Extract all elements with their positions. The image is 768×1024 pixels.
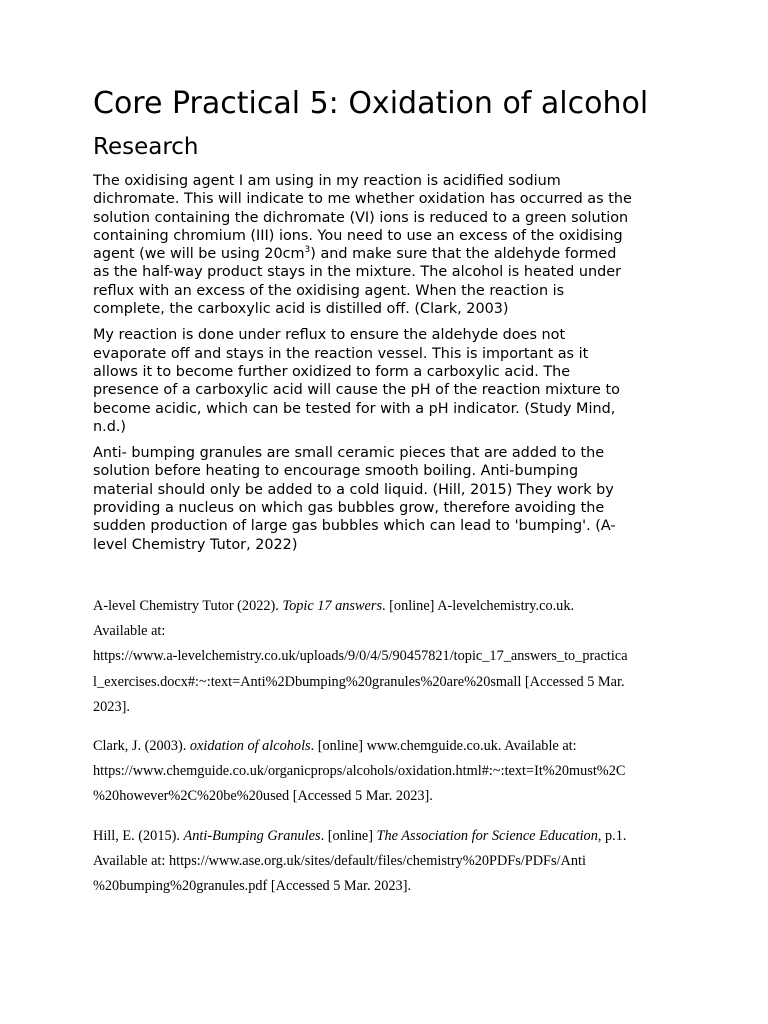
section-heading-research: Research bbox=[93, 134, 199, 160]
text-line: presence of a carboxylic acid will cause the pH of the reaction mixture to bbox=[93, 382, 620, 399]
reference-title: Topic 17 answers bbox=[282, 598, 383, 614]
text-line: solution containing the dichromate (VI) ions is reduced to a green solution bbox=[93, 209, 629, 226]
text-line-with-superscript bbox=[93, 245, 679, 263]
reference-url-line: https://www.chemguide.co.uk/organicprops/alcohols/oxidation.html#:~:text=It%20must%2C bbox=[93, 763, 626, 780]
research-body bbox=[93, 172, 679, 562]
text-line: become acidic, which can be tested for with a pH indicator. (Study Mind, bbox=[93, 400, 616, 417]
reference-url-line: %20however%2C%20be%20used [Accessed 5 Mar. 2023]. bbox=[93, 788, 433, 805]
text-line: Anti- bumping granules are small ceramic pieces that are added to the bbox=[93, 445, 605, 462]
text-line: The oxidising agent I am using in my reaction is acidified sodium bbox=[93, 173, 561, 189]
reference-text: . [online] www.chemguide.co.uk. Available at: bbox=[310, 738, 577, 755]
reference-line bbox=[93, 824, 683, 849]
reference-list bbox=[93, 594, 683, 913]
reference-entry-clark bbox=[93, 734, 683, 810]
paragraph-reflux bbox=[93, 326, 679, 436]
reference-url-line: %20bumping%20granules.pdf [Accessed 5 Mar. 2023]. bbox=[93, 878, 412, 895]
reference-url-line: Available at: https://www.ase.org.uk/sites/default/files/chemistry%20PDFs/PDFs/Anti bbox=[93, 852, 586, 869]
text-line: as the half-way product stays in the mixture. The alcohol is heated under bbox=[93, 264, 622, 281]
superscript-cubed: 3 bbox=[304, 245, 311, 256]
text-line: My reaction is done under reflux to ensure the aldehyde does not bbox=[93, 327, 566, 344]
reference-text: , p.1. bbox=[597, 827, 627, 844]
text-line: containing chromium (III) ions. You need to use an excess of the oxidising bbox=[93, 227, 623, 244]
text-fragment: agent (we will be using 20cm bbox=[93, 246, 305, 263]
text-line: material should only be added to a cold liquid. (Hill, 2015) They work by bbox=[93, 481, 614, 498]
reference-text: Clark, J. (2003). bbox=[93, 738, 190, 755]
reference-publisher: The Association for Science Education bbox=[376, 827, 598, 844]
text-line: allows it to become further oxidized to form a carboxylic acid. The bbox=[93, 363, 571, 380]
text-line: sudden production of large gas bubbles which can lead to 'bumping'. (A- bbox=[93, 518, 616, 535]
text-line: complete, the carboxylic acid is distilled off. (Clark, 2003) bbox=[93, 301, 509, 318]
text-line: reflux with an excess of the oxidising agent. When the reaction is bbox=[93, 282, 565, 299]
paragraph-oxidising-agent bbox=[93, 172, 679, 318]
reference-title: Anti-Bumping Granules bbox=[183, 827, 321, 844]
text-fragment: ) and make sure that the aldehyde formed bbox=[310, 246, 617, 263]
reference-title: oxidation of alcohols bbox=[189, 738, 311, 755]
text-line: solution before heating to encourage smooth boiling. Anti-bumping bbox=[93, 463, 579, 480]
reference-text: . [online] A-levelchemistry.co.uk. bbox=[382, 598, 575, 614]
reference-line bbox=[93, 594, 683, 619]
reference-line: 2023]. bbox=[93, 698, 130, 715]
reference-entry-hill bbox=[93, 824, 683, 900]
reference-url-line: https://www.a-levelchemistry.co.uk/uploads/9/0/4/5/90457821/topic_17_answers_to_practica bbox=[93, 648, 628, 665]
reference-entry-alevel-tutor bbox=[93, 594, 683, 720]
document-title: Core Practical 5: Oxidation of alcohol bbox=[93, 86, 649, 121]
reference-line bbox=[93, 734, 683, 759]
text-line: providing a nucleus on which gas bubbles grow, therefore avoiding the bbox=[93, 500, 605, 517]
text-line: n.d.) bbox=[93, 418, 127, 435]
reference-line: Available at: bbox=[93, 623, 166, 640]
reference-text: . [online] bbox=[320, 827, 377, 844]
text-line: level Chemistry Tutor, 2022) bbox=[93, 536, 298, 553]
reference-text: Hill, E. (2015). bbox=[93, 827, 184, 844]
text-line: dichromate. This will indicate to me whether oxidation has occurred as the bbox=[93, 191, 632, 208]
text-line: evaporate off and stays in the reaction vessel. This is important as it bbox=[93, 345, 589, 362]
paragraph-anti-bumping bbox=[93, 444, 679, 554]
reference-text: A-level Chemistry Tutor (2022). bbox=[93, 598, 283, 614]
reference-url-line: l_exercises.docx#:~:text=Anti%2Dbumping%20granules%20are%20small [Accessed 5 Mar. bbox=[93, 673, 625, 690]
